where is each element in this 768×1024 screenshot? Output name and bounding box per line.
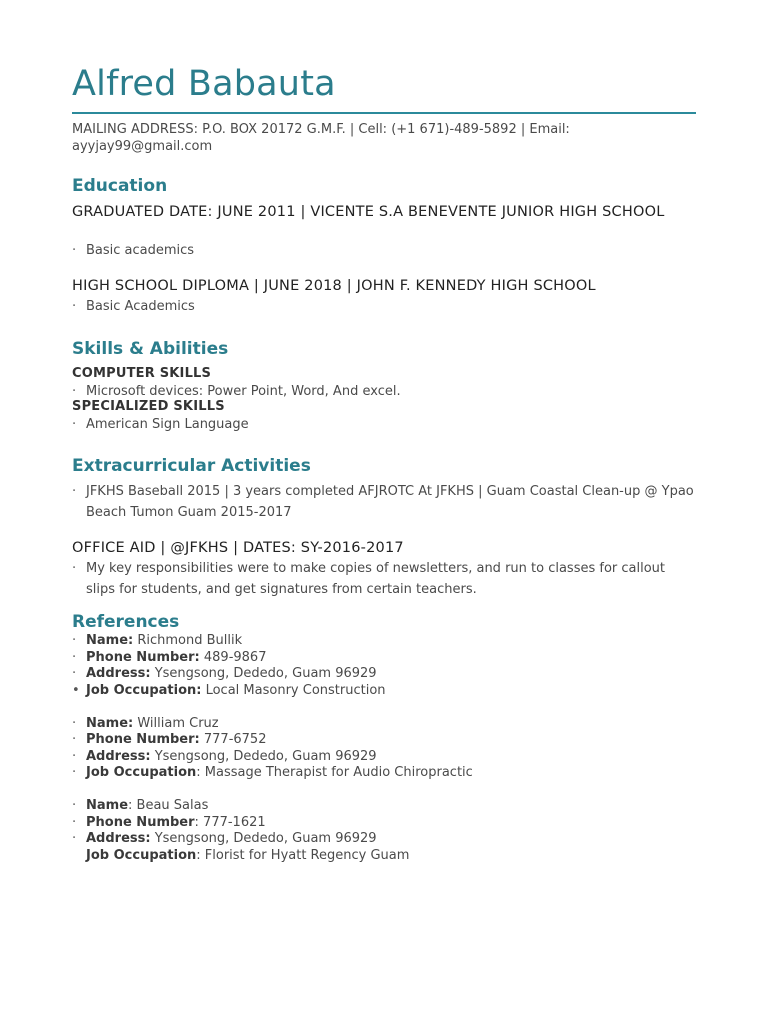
reference-1-address: · Address: Ysengsong, Dededo, Guam 96929	[72, 666, 377, 681]
skills-group-2-heading: SPECIALIZED SKILLS	[72, 399, 225, 414]
bullet-icon: ·	[72, 716, 77, 731]
reference-1-phone: · Phone Number: 489-9867	[72, 650, 267, 665]
reference-2-name: · Name: William Cruz	[72, 716, 219, 731]
skills-heading: Skills & Abilities	[72, 339, 229, 359]
bullet-icon: ·	[72, 815, 77, 830]
extracurricular-heading: Extracurricular Activities	[72, 456, 311, 476]
bullet-icon: ·	[72, 561, 77, 576]
bullet-icon: ·	[72, 749, 77, 764]
bullet-icon: ·	[72, 831, 77, 846]
bullet-icon: ·	[72, 633, 77, 648]
references-heading: References	[72, 612, 180, 632]
bullet-icon: •	[72, 683, 80, 698]
bullet-icon: ·	[72, 666, 77, 681]
resume-name: Alfred Babauta	[72, 64, 336, 104]
contact-info: MAILING ADDRESS: P.O. BOX 20172 G.M.F. | Cell: (+1 671)-489-5892 | Email: ayyjay99@gmail.com	[72, 122, 570, 154]
reference-2-phone: · Phone Number: 777-6752	[72, 732, 267, 747]
education-entry-1-bullet: · Basic academics	[72, 243, 195, 258]
skills-group-1-heading: COMPUTER SKILLS	[72, 366, 212, 381]
bullet-icon: ·	[72, 650, 77, 665]
education-entry-1-heading: GRADUATED DATE: JUNE 2011 | VICENTE S.A BENEVENTE JUNIOR HIGH SCHOOL	[72, 204, 665, 220]
education-entry-2-bullet: · Basic Academics	[72, 299, 195, 314]
skills-group-1-bullet: · Microsoft devices: Power Point, Word, And excel.	[72, 384, 401, 399]
header-divider	[72, 112, 696, 114]
bullet-icon: ·	[72, 299, 77, 314]
reference-1-job: • Job Occupation: Local Masonry Construction	[72, 683, 386, 698]
bullet-icon: ·	[72, 384, 77, 399]
bullet-icon: ·	[72, 765, 77, 780]
bullet-icon: ·	[72, 798, 77, 813]
reference-3-name: · Name: Beau Salas	[72, 798, 209, 813]
reference-3-job: Job Occupation: Florist for Hyatt Regency Guam	[86, 848, 410, 863]
reference-3-phone: · Phone Number: 777-1621	[72, 815, 266, 830]
education-heading: Education	[72, 176, 168, 196]
reference-3-address: · Address: Ysengsong, Dededo, Guam 96929	[72, 831, 377, 846]
bullet-icon: ·	[72, 732, 77, 747]
reference-1-name: · Name: Richmond Bullik	[72, 633, 243, 648]
education-entry-2-heading: HIGH SCHOOL DIPLOMA | JUNE 2018 | JOHN F. KENNEDY HIGH SCHOOL	[72, 278, 596, 294]
reference-2-job: · Job Occupation: Massage Therapist for Audio Chiropractic	[72, 765, 473, 780]
bullet-icon: ·	[72, 243, 77, 258]
reference-2-address: · Address: Ysengsong, Dededo, Guam 96929	[72, 749, 377, 764]
bullet-icon: ·	[72, 417, 77, 432]
office-aid-bullet: · My key responsibilities were to make copies of newsletters, and run to classes for callout slips for students, and get signatures from certain teachers.	[72, 558, 672, 600]
office-aid-heading: OFFICE AID | @JFKHS | DATES: SY-2016-2017	[72, 540, 404, 556]
extracurricular-bullet: · JFKHS Baseball 2015 | 3 years completed AFJROTC At JFKHS | Guam Coastal Clean-up @ Ypao Beach Tumon Guam 2015-2017	[72, 481, 696, 523]
bullet-icon: ·	[72, 484, 77, 499]
skills-group-2-bullet: · American Sign Language	[72, 417, 249, 432]
